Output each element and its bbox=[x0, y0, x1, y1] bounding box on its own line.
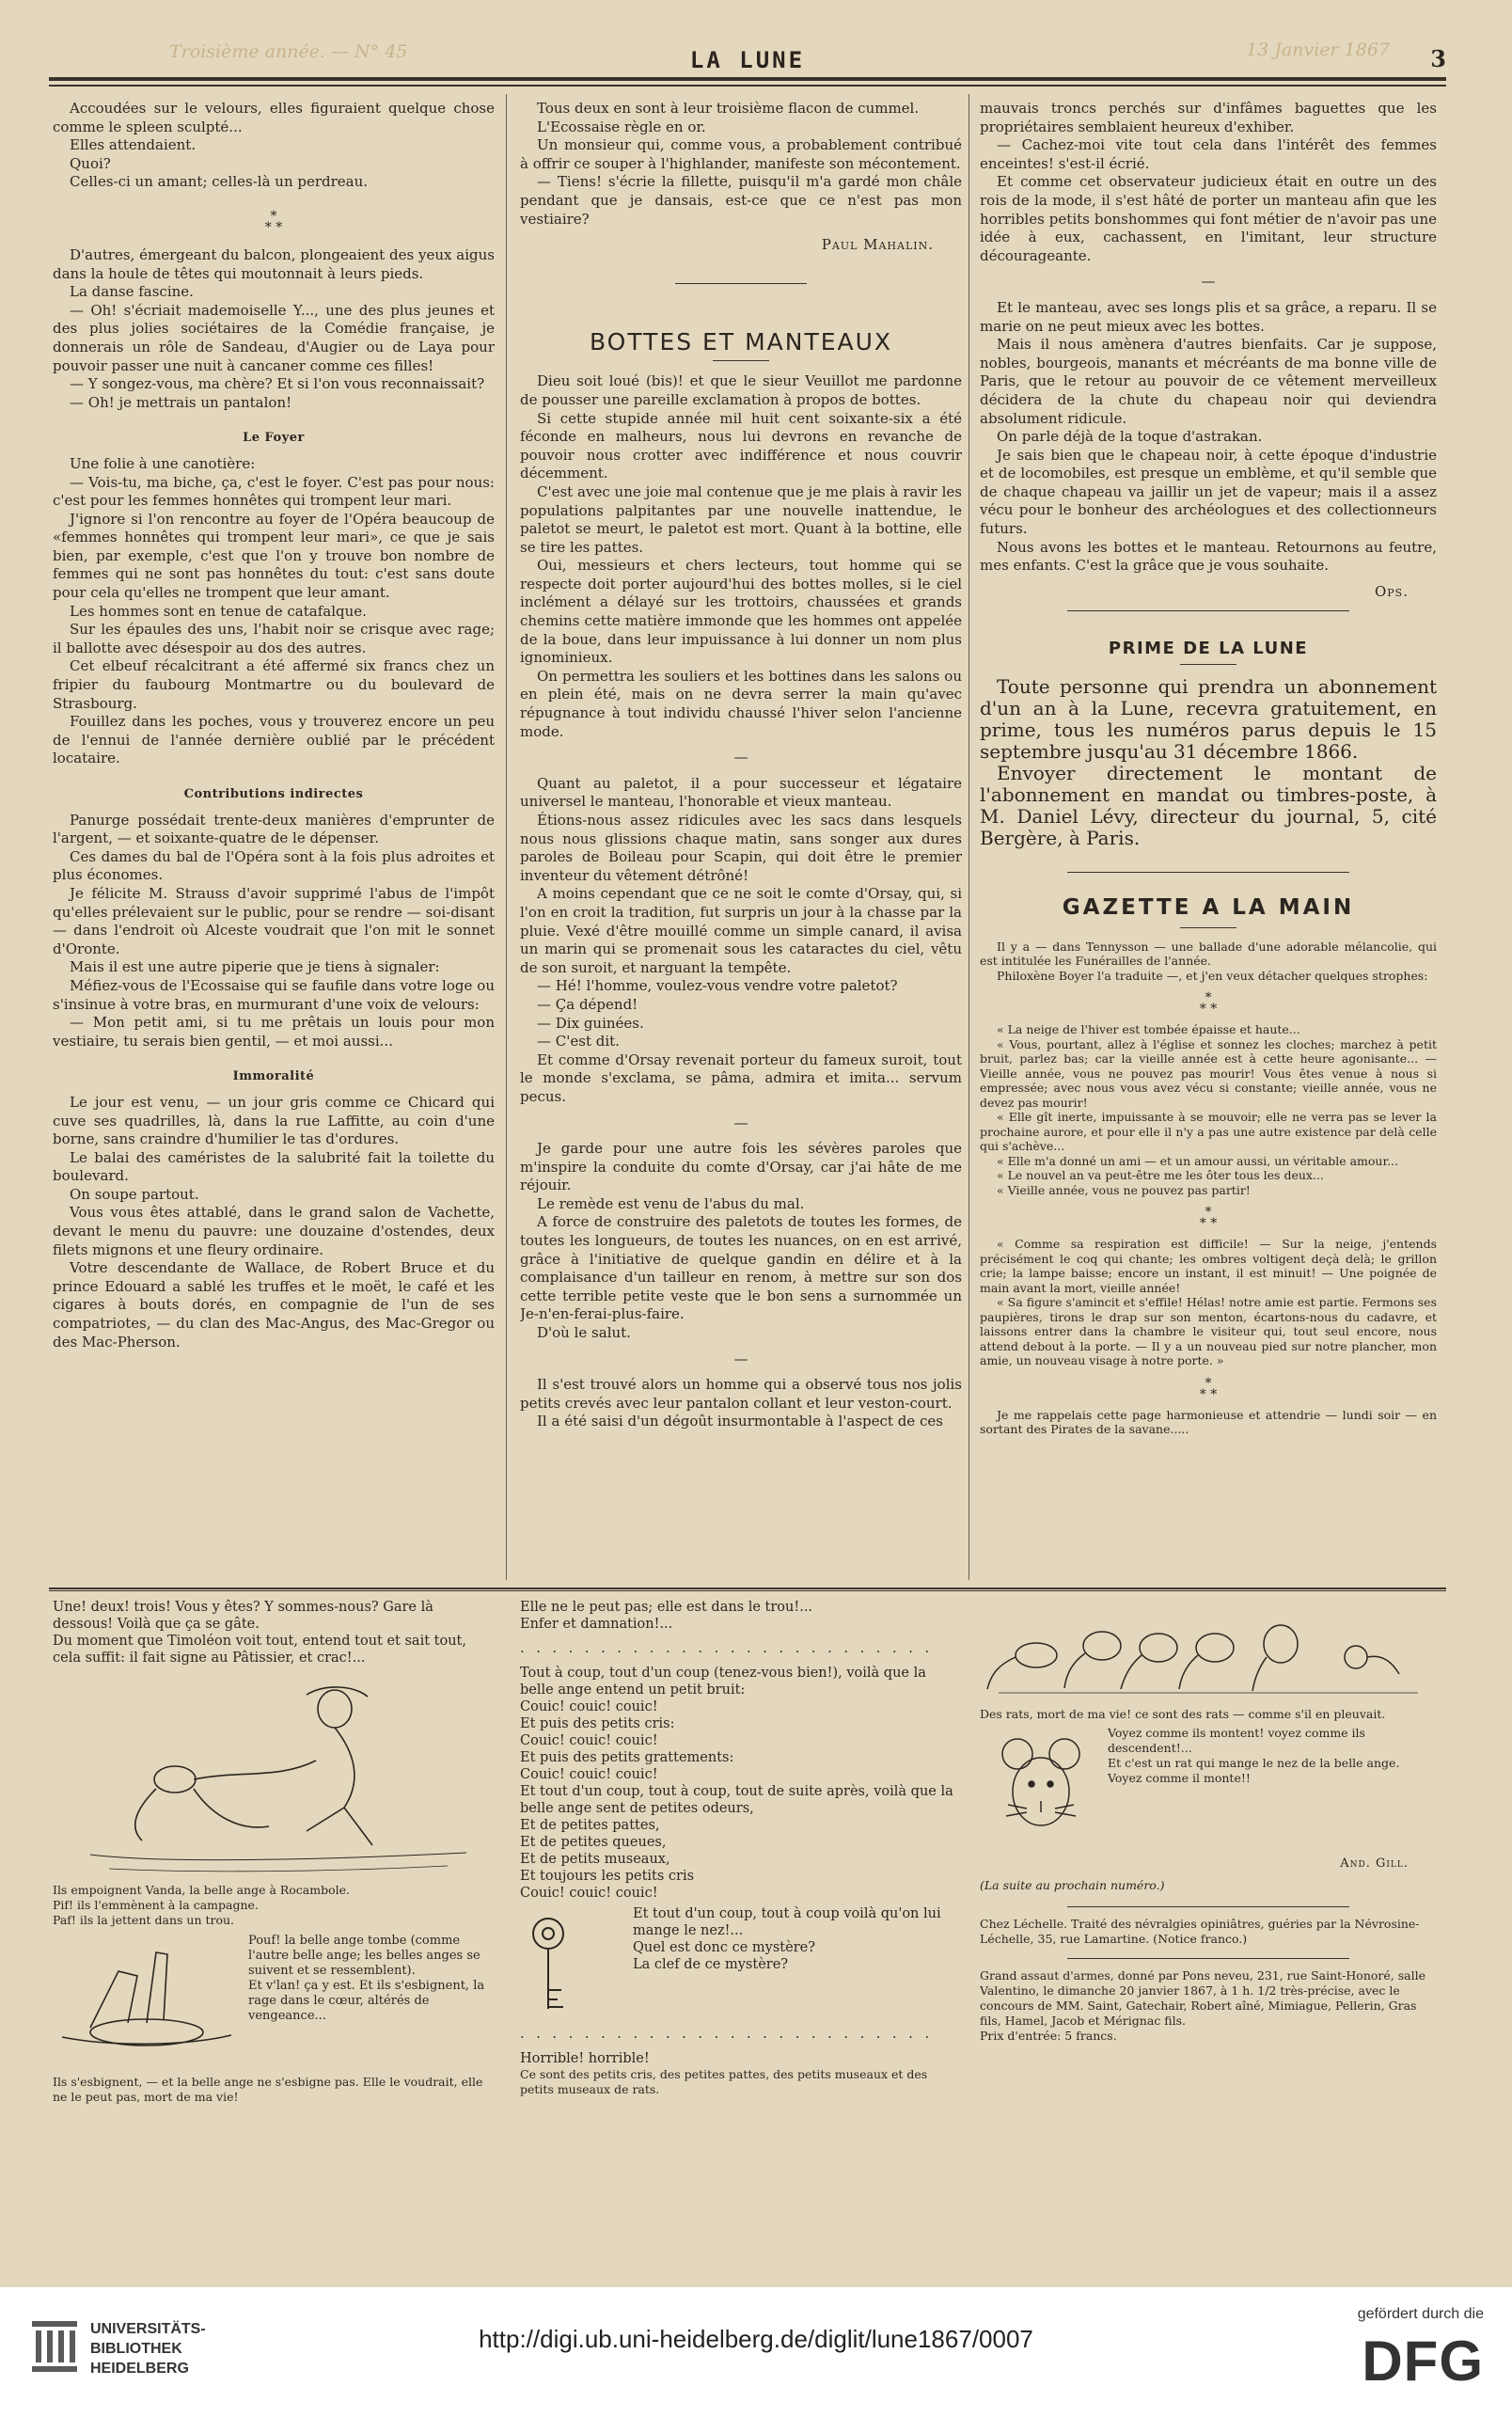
paragraph: Elles attendaient. bbox=[70, 136, 197, 154]
comic-caption: Couic! couic! couic! bbox=[520, 1699, 658, 1714]
paragraph: mauvais troncs perchés sur d'infâmes baguettes que les propriétaires semblaient heureux d'exhiber. bbox=[980, 100, 1437, 135]
comic-caption: Ils s'esbignent, — et la belle ange ne s'esbigne pas. Elle le voudrait, elle ne le peut pas, mort de ma vie! bbox=[53, 2075, 483, 2104]
paragraph: Un monsieur qui, comme vous, a probablement contribué à offrir ce souper à l'highlander, manifeste son mécontement. bbox=[520, 136, 962, 172]
paragraph: Oui, messieurs et chers lecteurs, tout homme qui se respecte doit porter aujourd'hui des bottes molles, si le ciel inclément a délayé sur les trottoirs, chaussées et grands chemins cette matière immonde que les hommes ont appelée de la boue, dans leur impuissance à lui donner un nom plus ignominieux. bbox=[520, 557, 962, 667]
paragraph: Le jour est venu, — un jour gris comme ce Chicard qui cuve ses quadrilles, là, dans la rue Laffitte, au coin d'une borne, sans craindre d'humilier le tas d'ordures. bbox=[53, 1093, 495, 1148]
advertisement: Chez Léchelle. Traité des névralgies opiniâtres, guéries par la Névrosine-Léchelle, 35, rue Lamartine. (Notice franco.) bbox=[980, 1917, 1420, 1946]
comic-caption: Voyez comme il monte!! bbox=[1108, 1771, 1251, 1785]
poem-stanza: « Elle gît inerte, impuissante à se mouvoir; elle ne verra pas se lever la prochaine aurore, et pour elle il n'y a pas une autre existence par delà celle qui s'achève... bbox=[980, 1110, 1437, 1154]
separator-dash: — bbox=[733, 749, 748, 766]
drawing-figures-running bbox=[53, 1667, 495, 1883]
comic-caption: Et puis des petits grattements: bbox=[520, 1750, 734, 1765]
comic-caption: Une! deux! trois! Vous y êtes? Y sommes-nous? Gare là dessous! Voilà que ça se gâte. bbox=[53, 1600, 433, 1632]
paragraph: — Ça dépend! bbox=[537, 995, 638, 1013]
paragraph: Quoi? bbox=[70, 154, 111, 172]
column-3 bbox=[980, 100, 1437, 1576]
comic-caption: Pouf! la belle ange tombe (comme l'autre belle ange; les belles anges se suivent et se ressemblent). bbox=[248, 1934, 480, 1978]
paragraph: On soupe partout. bbox=[70, 1185, 199, 1203]
paragraph: A force de construire des paletots de toutes les formes, de toutes les longueurs, de toutes les nuances, on en est arrivé, grâce à l'initiative de quelque gandin en délire et à la complaisance d'un tailleur en renom, à mettre sur son dos cette terrible petite veste que le bon sens a surnommée un Je-n'en-ferai-plus-faire. bbox=[520, 1213, 962, 1323]
paragraph: Mais il est une autre piperie que je tiens à signaler: bbox=[70, 958, 440, 976]
dotted-separator: . . . . . . . . . . . . . . . . . . . . . . . . . . bbox=[520, 2027, 934, 2042]
paragraph: Votre descendante de Wallace, de Robert Bruce et du prince Edouard a sablé les truffes et le moët, le café et les cigares à bouts dorés, en compagnie de l'un de ses compatriotes, — du clan des Mac-Angus, des Mac-Gregor ou des Mac-Pherson. bbox=[53, 1259, 495, 1351]
paragraph: Le remède est venu de l'abus du mal. bbox=[537, 1194, 805, 1212]
subheading-foyer: Le Foyer bbox=[243, 431, 305, 446]
paragraph: Vous vous êtes attablé, dans le grand salon de Vachette, devant le menu du pauvre: une douzaine d'ostendes, deux filets mignons et une fleury ordinaire. bbox=[53, 1204, 495, 1258]
comic-caption: Et tout d'un coup, tout à coup, tout de suite après, voilà que la belle ange sent de petites odeurs, bbox=[520, 1784, 953, 1816]
paragraph: D'autres, émergeant du balcon, plongeaient des yeux aigus dans la houle de têtes qui moutonnait à leurs pieds. bbox=[53, 245, 495, 282]
rat-panel bbox=[980, 1726, 1437, 1848]
paragraph: On permettra les souliers et les bottines dans les salons ou en plein été, mais on ne devra serrer la main qu'avec répugnance à tout individu chaussé l'hiver selon l'ancienne mode. bbox=[520, 667, 962, 740]
section-rule bbox=[1067, 1958, 1349, 1959]
paragraph: Je me rappelais cette page harmonieuse et attendrie — lundi soir — en sortant des Pirates de la savane..... bbox=[980, 1407, 1437, 1437]
paragraph: Une folie à une canotière: bbox=[70, 454, 256, 472]
paragraph: Le balai des caméristes de la salubrité fait la toilette du boulevard. bbox=[53, 1148, 495, 1185]
section-rule bbox=[1067, 872, 1349, 873]
dfg-logo: DFG bbox=[1362, 2330, 1484, 2393]
funding-note: gefördert durch die bbox=[1357, 2306, 1484, 2322]
paragraph: Mais il nous amènera d'autres bienfaits. Car je suppose, nobles, bourgeois, manants et mécréants de ma bonne ville de Paris, que le retour au pouvoir de ce vêtement merveilleux décidera de la chute du chapeau noir qui deviendra absolument ridicule. bbox=[980, 336, 1437, 427]
separator-dash: — bbox=[733, 1350, 748, 1367]
comic-caption: Paf! ils la jettent dans un trou. bbox=[53, 1913, 235, 1927]
key-icon bbox=[520, 1905, 623, 2018]
comic-column-3 bbox=[980, 1599, 1437, 2238]
paragraph: Accoudées sur le velours, elles figuraient quelque chose comme le spleen sculpté... bbox=[53, 100, 495, 135]
dotted-separator: . . . . . . . . . . . . . . . . . . . . . . . . . . bbox=[520, 1641, 934, 1656]
poem-stanza: « Comme sa respiration est difficile! — Sur la neige, j'entends précisément le coq qui chante; les ombres voltigent deçà delà; le grillon crie; la lampe baisse; encore un instant, il est minuit! — Une poignée de main avant la mort, vieille année! bbox=[980, 1237, 1437, 1295]
poem-stanza: « La neige de l'hiver est tombée épaisse et haute... bbox=[997, 1022, 1300, 1037]
paragraph: Celles-ci un amant; celles-là un perdreau. bbox=[70, 173, 369, 191]
poem-stanza: « Vieille année, vous ne pouvez pas partir! bbox=[997, 1182, 1251, 1197]
paragraph: La danse fascine. bbox=[70, 283, 194, 301]
comic-caption: Couic! couic! couic! bbox=[520, 1733, 658, 1748]
paragraph: — Oh! je mettrais un pantalon! bbox=[70, 393, 292, 411]
prime-paragraph: Envoyer directement le montant de l'abonnement en mandat ou timbres-poste, à M. Daniel Lévy, directeur du journal, 5, cité Bergère, à Paris. bbox=[980, 762, 1437, 850]
paragraph: Les hommes sont en tenue de catafalque. bbox=[70, 602, 367, 620]
poem-stanza: « Sa figure s'amincit et s'effile! Hélas! notre amie est partie. Fermons ses paupières, tirons le drap sur son menton, écartons-nous du cadavre, et laissons entrer dans la chambre le visiteur qui, tout seul encore, nous attend debout à la porte. — Il y a un nouveau pied sur notre plancher, mon amie, un nouveau visage à notre porte. » bbox=[980, 1295, 1437, 1368]
paragraph: J'ignore si l'on rencontre au foyer de l'Opéra beaucoup de «femmes honnêtes qui trompent leur mari», ce que je sais bien, par exemple, c'est que l'on y trouve bon nombre de femmes qui ne sont pas honnêtes du tout: c'est sans doute pour cela qu'elles ne trompent que leur amant. bbox=[53, 510, 495, 602]
feuilleton-rule bbox=[49, 1588, 1446, 1591]
subheading-contributions: Contributions indirectes bbox=[183, 787, 364, 801]
comic-caption: Et de petites queues, bbox=[520, 1835, 667, 1850]
comic-caption: Et tout d'un coup, tout à coup voilà qu'on lui mange le nez!... bbox=[633, 1906, 941, 1938]
library-name-line: BIBLIOTHEK bbox=[90, 2341, 182, 2357]
column-divider bbox=[506, 94, 507, 1580]
comic-caption: Et de petits museaux, bbox=[520, 1852, 670, 1867]
paragraph: Étions-nous assez ridicules avec les sacs dans lesquels nous nous glissions chaque matin, sans songer aux dures paroles de Boileau pour Scapin, qui doit être le premier inventeur du vêtement détrôné! bbox=[520, 812, 962, 884]
comic-column-2 bbox=[520, 1599, 962, 2238]
paragraph: — Dix guinées. bbox=[537, 1014, 644, 1032]
library-name-line: HEIDELBERG bbox=[90, 2361, 189, 2377]
paragraph: A moins cependant que ce ne soit le comte d'Orsay, qui, si l'on en croit la tradition, fut surpris un jour à la chasse par la pluie. Vexé d'être mouillé comme un simple canard, il avisa un marin qui se promenait sous les cataractes du ciel, vêtu de son suroit, et narguant la tempête. bbox=[520, 885, 962, 976]
comic-caption: La clef de ce mystère? bbox=[633, 1957, 789, 1972]
paragraph: Il y a — dans Tennysson — une ballade d'une adorable mélancolie, qui est intitulée les Funérailles de l'année. bbox=[980, 939, 1437, 969]
drawing-fall-into-pit bbox=[53, 1934, 241, 2075]
separator-dash: — bbox=[1201, 273, 1216, 291]
paragraph: Cet elbeuf récalcitrant a été affermé six francs chez un fripier du faubourg Montmartre ou du boulevard de Strasbourg. bbox=[53, 657, 495, 712]
title-rule bbox=[1180, 664, 1236, 665]
separator-dash: — bbox=[733, 1114, 748, 1131]
paragraph: Tous deux en sont à leur troisième flacon de cummel. bbox=[537, 100, 920, 117]
comic-caption: Ce sont des petits cris, des petites pattes, des petits museaux et des petits museaux de rats. bbox=[520, 2067, 928, 2096]
paragraph: On parle déjà de la toque d'astrakan. bbox=[997, 428, 1263, 446]
comic-caption: Et c'est un rat qui mange le nez de la belle ange. bbox=[1108, 1756, 1400, 1770]
paragraph: — Vois-tu, ma biche, ça, c'est le foyer. C'est pas pour nous: c'est pour les femmes honnêtes qui trompent leur mari. bbox=[53, 473, 495, 510]
paragraph: — Tiens! s'écrie la fillette, puisqu'il m'a gardé mon châle pendant que je dansais, est-ce que ce n'est pas mon vestiaire? bbox=[520, 173, 962, 228]
comic-caption: Pif! ils l'emmènent à la campagne. bbox=[53, 1898, 259, 1912]
comic-caption: Ils empoignent Vanda, la belle ange à Rocambole. bbox=[53, 1883, 351, 1897]
poem-stanza: « Vous, pourtant, allez à l'église et sonnez les cloches; marchez à petit bruit, parlez bas; car la vieille année est à cette heure agonisante... — Vieille année, vous ne pouvez pas mourir! Vous êtes venue à nous si empressée; avec nous vous avez vécu si constante; vieille année, vous ne devez pas mourir! bbox=[980, 1036, 1437, 1110]
paragraph: L'Ecossaise règle en or. bbox=[537, 118, 706, 135]
paragraph: Dieu soit loué (bis)! et que le sieur Veuillot me pardonne de pousser une pareille exclamation à propos de bottes. bbox=[520, 372, 962, 408]
prime-paragraph: Toute personne qui prendra un abonnement d'un an à la Lune, recevra gratuitement, en prime, tous les numéros parus depuis le 15 septembre jusqu'au 31 décembre 1866. bbox=[980, 675, 1437, 764]
paragraph: Et comme d'Orsay revenait porteur du fameux suroit, tout le monde s'exclama, se pâma, admira et imita... servum pecus. bbox=[520, 1051, 962, 1105]
asterism: * * * bbox=[1199, 990, 1218, 1018]
asterism: * * * bbox=[264, 208, 283, 235]
comic-caption: Elle ne le peut pas; elle est dans le trou!... bbox=[520, 1600, 813, 1615]
comic-caption: Tout à coup, tout d'un coup (tenez-vous bien!), voilà que la belle ange entend un petit bruit: bbox=[520, 1666, 926, 1698]
library-name-line: UNIVERSITÄTS- bbox=[90, 2321, 206, 2337]
comic-caption: Voyez comme ils montent! voyez comme ils descendent!... bbox=[1108, 1726, 1365, 1755]
comic-caption: Des rats, mort de ma vie! ce sont des rats — comme s'il en pleuvait. bbox=[980, 1707, 1386, 1721]
key-panel bbox=[520, 1905, 962, 2018]
paragraph: Quant au paletot, il a pour successeur et légataire universel le manteau, l'honorable et vieux manteau. bbox=[520, 774, 962, 811]
comic-caption: Quel est donc ce mystère? bbox=[633, 1940, 815, 1955]
advertisement: Prix d'entrée: 5 francs. bbox=[980, 2029, 1117, 2043]
masthead-title: LA LUNE bbox=[689, 47, 806, 73]
comic-caption: Couic! couic! couic! bbox=[520, 1886, 658, 1901]
author-signature: Paul Mahalin. bbox=[821, 236, 934, 254]
paragraph: Fouillez dans les poches, vous y trouverez encore un peu de l'ennui de l'année dernière oublié par le précédent locataire. bbox=[53, 713, 495, 767]
paragraph: Il a été saisi d'un dégoût insurmontable à l'aspect de ces bbox=[537, 1413, 943, 1430]
pit-panel bbox=[53, 1934, 495, 2075]
advertisement: Grand assaut d'armes, donné par Pons neveu, 231, rue Saint-Honoré, salle Valentino, le dimanche 20 janvier 1867, à 1 h. 1/2 très-précise, avec le concours de MM. Saint, Gatechair, Robert aîné, Mimiague, Pellerin, Gras fils, Hamel, Jacob et Mérignac fils. bbox=[980, 1968, 1425, 2028]
column-1 bbox=[53, 100, 495, 1576]
paragraph: Nous avons les bottes et le manteau. Retournons au feutre, mes enfants. C'est la grâce que je vous souhaite. bbox=[980, 538, 1437, 575]
paragraph: — Oh! s'écriait mademoiselle Y..., une des plus jeunes et des plus jolies sociétaires de la Comédie française, je donnerais un rôle de Sandeau, d'Augier ou de Laya pour pouvoir passer une nuit à cancaner comme ces filles! bbox=[53, 301, 495, 374]
header-date-faint: 13 Janvier 1867 bbox=[1246, 39, 1390, 60]
comic-caption: Enfer et damnation!... bbox=[520, 1617, 673, 1632]
header-rule bbox=[49, 77, 1446, 87]
paragraph: Il s'est trouvé alors un homme qui a observé tous nos jolis petits crevés avec leur pantalon collant et leur veston-court. bbox=[520, 1376, 962, 1412]
source-url-link[interactable]: http://digi.ub.uni-heidelberg.de/diglit/lune1867/0007 bbox=[479, 2325, 1033, 2353]
comic-caption: Et de petites pattes, bbox=[520, 1818, 660, 1833]
paragraph: — Hé! l'homme, voulez-vous vendre votre paletot? bbox=[537, 977, 898, 995]
paragraph: Méfiez-vous de l'Ecossaise qui se faufile dans votre loge ou s'insinue à votre bras, en murmurant d'une voix de velours: bbox=[53, 976, 495, 1013]
artist-signature: And. Gill. bbox=[1340, 1856, 1409, 1871]
illustration-abduction bbox=[53, 1667, 495, 1883]
gazette-title: GAZETTE A LA MAIN bbox=[1062, 895, 1355, 921]
comic-caption: Et toujours les petits cris bbox=[520, 1869, 695, 1884]
section-rule bbox=[1067, 1906, 1349, 1907]
paragraph: Ces dames du bal de l'Opéra sont à la fois plus adroites et plus économes. bbox=[53, 847, 495, 884]
title-rule bbox=[1180, 927, 1236, 928]
paragraph: C'est avec une joie mal contenue que je me plais à ravir les populations palpitantes par une nouvelle inattendue, le paletot se meurt, le paletot est mort. Quant à la bottine, elle se tire les pattes. bbox=[520, 482, 962, 556]
paragraph: Philoxène Boyer l'a traduite —, et j'en veux détacher quelques strophes: bbox=[997, 968, 1428, 983]
paragraph: D'où le salut. bbox=[537, 1324, 631, 1342]
page-header bbox=[49, 39, 1446, 77]
title-rule bbox=[713, 360, 769, 361]
paragraph: Si cette stupide année mil huit cent soixante-six a été féconde en malheurs, nous lui devrons en revanche de pouvoir nous crotter avec indifférence et nous couvrir décemment. bbox=[520, 409, 962, 482]
header-issue-faint: Troisième année. — N° 45 bbox=[169, 41, 408, 62]
comic-caption: Horrible! horrible! bbox=[520, 2051, 650, 2066]
paragraph: — Cachez-moi vite tout cela dans l'intérêt des femmes enceintes! s'est-il écrié. bbox=[980, 136, 1437, 172]
comic-caption: Du moment que Timoléon voit tout, entend tout et sait tout, cela suffit: il fait signe au Pâtissier, et crac!... bbox=[53, 1634, 466, 1666]
paragraph: Et le manteau, avec ses longs plis et sa grâce, a reparu. Il se marie on ne peut mieux avec les bottes. bbox=[980, 298, 1437, 335]
drawing-rats-row bbox=[980, 1599, 1437, 1702]
drawing-rat-face bbox=[980, 1726, 1102, 1848]
paragraph: Je garde pour une autre fois les sévères paroles que m'inspire la conduite du comte d'Orsay, car j'ai hâte de me réjouir. bbox=[520, 1140, 962, 1194]
paragraph: Je sais bien que le chapeau noir, à cette époque d'industrie et de locomobiles, est presque un emblème, et qu'il semble que de chaque chapeau va jaillir un jet de vapeur; mais il a assez vécu pour le bonheur des archéologues et des collectionneurs futurs. bbox=[980, 446, 1437, 538]
continuation-note: (La suite au prochain numéro.) bbox=[980, 1878, 1165, 1892]
article-title: BOTTES ET MANTEAUX bbox=[589, 327, 893, 355]
paragraph: Panurge possédait trente-deux manières d'emprunter de l'argent, — et soixante-quatre de le dépenser. bbox=[53, 811, 495, 847]
paragraph: Et comme cet observateur judicieux était en outre un des rois de la mode, il s'est hâté de porter un manteau afin que les horribles petits bonshommes qui font métier de n'avoir pas une idée à eux, cachassent, en l'imitant, leur structure décourageante. bbox=[980, 173, 1437, 264]
section-rule bbox=[1067, 610, 1349, 611]
comic-caption: Et v'lan! ça y est. Et ils s'esbignent, la rage dans le cœur, altérés de vengeance... bbox=[248, 1979, 485, 2023]
page-number: 3 bbox=[1430, 45, 1446, 72]
digitization-footer bbox=[0, 2287, 1512, 2417]
comic-caption: Et puis des petits cris: bbox=[520, 1716, 675, 1731]
paragraph: — Mon petit ami, si tu me prêtais un louis pour mon vestiaire, tu serais bien gentil, — et moi aussi... bbox=[53, 1014, 495, 1050]
asterism: * * * bbox=[1199, 1205, 1218, 1232]
paragraph: Je félicite M. Strauss d'avoir supprimé l'abus de l'impôt qu'elles prélevaient sur le public, pour se rendre — soi-disant — dans l'endroit où Alceste voudrait que l'on mit le sonnet d'Oronte. bbox=[53, 884, 495, 957]
poem-stanza: « Elle m'a donné un ami — et un amour aussi, un véritable amour... bbox=[997, 1153, 1398, 1168]
column-2 bbox=[520, 100, 962, 1576]
comic-caption: Couic! couic! couic! bbox=[520, 1767, 658, 1782]
paragraph: — Y songez-vous, ma chère? Et si l'on vous reconnaissait? bbox=[70, 375, 485, 393]
paragraph: Sur les épaules des uns, l'habit noir se crisque avec rage; il ballotte avec désespoir au dos des autres. bbox=[53, 621, 495, 656]
prime-title: PRIME DE LA LUNE bbox=[1108, 639, 1309, 659]
paragraph: — C'est dit. bbox=[537, 1033, 620, 1051]
section-rule bbox=[675, 283, 807, 284]
poem-stanza: « Le nouvel an va peut-être me les ôter tous les deux... bbox=[997, 1168, 1324, 1183]
asterism: * * * bbox=[1199, 1375, 1218, 1402]
author-signature: Ops. bbox=[1374, 582, 1409, 600]
comic-column-1 bbox=[53, 1599, 495, 2238]
subheading-immoralite: Immoralité bbox=[232, 1069, 315, 1084]
